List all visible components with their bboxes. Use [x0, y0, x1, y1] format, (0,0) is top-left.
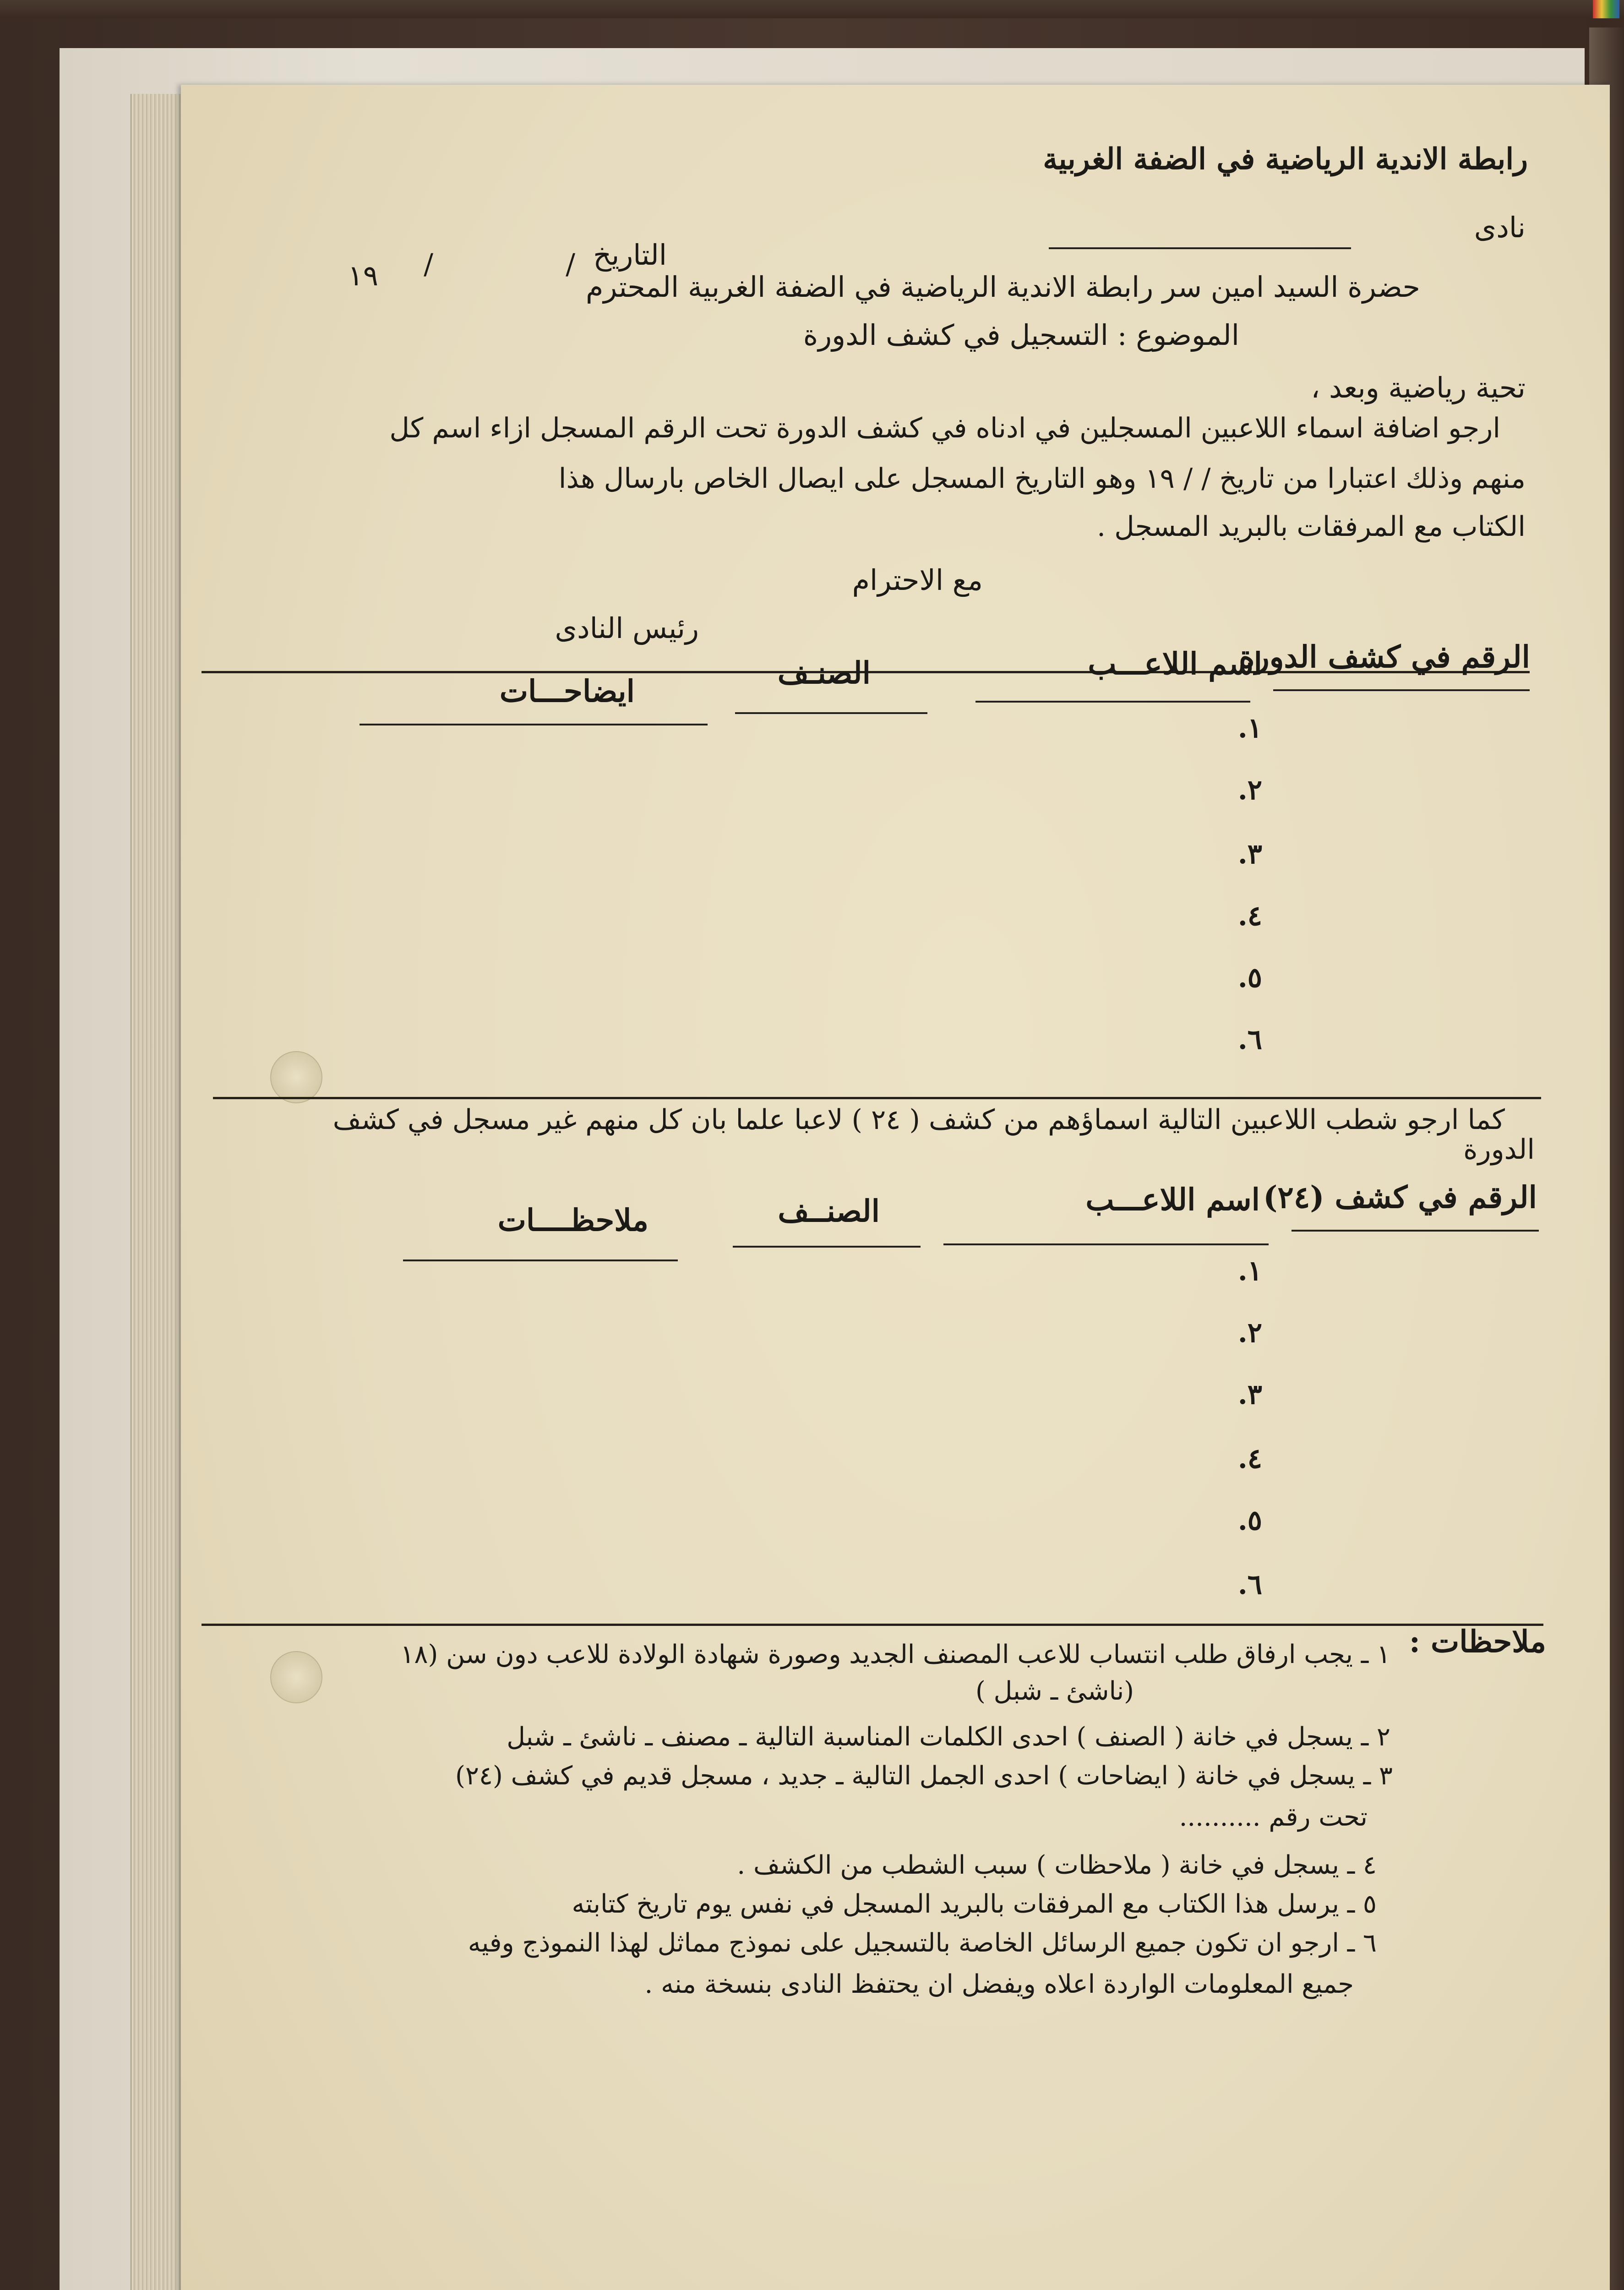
- punch-hole-top: [270, 1051, 322, 1103]
- section2-line-1: كما ارجو شطب اللاعبين التالية اسماؤهم من كشف ( ٢٤ ) لاعبا علما بان كل منهم غير مسجل في كشف: [332, 1104, 1505, 1136]
- note-1: ١ ـ يجب ارفاق طلب انتساب للاعب المصنف الجديد وصورة شهادة الولادة للاعب دون سن (١٨: [400, 1640, 1390, 1669]
- table2-row-3: ٣.: [1237, 1379, 1262, 1411]
- table2-underline-class: [733, 1246, 921, 1248]
- color-calibration-strip: [1593, 0, 1619, 18]
- table2-header-name: اسم اللاعـــب: [1085, 1182, 1260, 1217]
- body-line-2: منهم وذلك اعتبارا من تاريخ / / ١٩ وهو التاريخ المسجل على ايصال الخاص بارسال هذا: [558, 463, 1526, 495]
- subject: الموضوع : التسجيل في كشف الدورة: [803, 318, 1239, 352]
- table2-header-class: الصنــف: [778, 1193, 880, 1229]
- addressee: حضرة السيد امين سر رابطة الاندية الرياضية في الضفة الغربية المحترم: [585, 270, 1420, 304]
- table2-row-6: ٦.: [1237, 1569, 1262, 1601]
- greeting: تحية رياضية وبعد ،: [1311, 371, 1526, 404]
- note-6-cont: جميع المعلومات الواردة اعلاه ويفضل ان يحتفظ النادى بنسخة منه .: [644, 1969, 1354, 1999]
- note-1-cont: (ناشئ ـ شبل ): [975, 1676, 1134, 1706]
- table1-row-6: ٦.: [1237, 1024, 1262, 1056]
- note-2: ٢ ـ يسجل في خانة ( الصنف ) احدى الكلمات المناسبة التالية ـ مصنف ـ ناشئ ـ شبل: [507, 1722, 1390, 1752]
- note-5: ٥ ـ يرسل هذا الكتاب مع المرفقات بالبريد المسجل في نفس يوم تاريخ كتابته: [572, 1889, 1377, 1919]
- table1-row-1: ١.: [1237, 712, 1262, 744]
- body-line-3: الكتاب مع المرفقات بالبريد المسجل .: [1096, 511, 1526, 543]
- note-6: ٦ ـ ارجو ان تكون جميع الرسائل الخاصة بالتسجيل على نموذج مماثل لهذا النموذج وفيه: [468, 1928, 1377, 1958]
- punch-hole-bottom: [270, 1651, 322, 1703]
- table1-header-name: اسم اللاعـــب: [1088, 646, 1262, 682]
- closing: مع الاحترام: [852, 563, 983, 597]
- table1-row-3: ٣.: [1237, 838, 1262, 870]
- table1-underline-remarks: [360, 724, 708, 725]
- section2-line-2: الدورة: [1463, 1134, 1535, 1166]
- table2-row-5: ٥.: [1237, 1505, 1262, 1537]
- league-title: رابطة الاندية الرياضية في الضفة الغربية: [1043, 142, 1528, 176]
- table2-header-number: الرقم في كشف (٢٤): [1263, 1179, 1537, 1215]
- table2-underline-remarks: [403, 1260, 678, 1261]
- table1-underline-number: [1273, 689, 1530, 691]
- club-name-line: [1049, 247, 1351, 249]
- club-label: نادى: [1474, 211, 1526, 244]
- table1-underline-name: [975, 701, 1250, 703]
- table1-bottom-rule: [213, 1097, 1541, 1099]
- table1-row-4: ٤.: [1237, 900, 1262, 932]
- table2-row-2: ٢.: [1237, 1317, 1262, 1349]
- table1-row-5: ٥.: [1237, 962, 1262, 994]
- table2-row-4: ٤.: [1237, 1443, 1262, 1475]
- note-3-cont: تحت رقم ..........: [1179, 1802, 1368, 1832]
- table2-bottom-rule: [202, 1624, 1543, 1626]
- table2-header-remarks: ملاحظــــات: [497, 1202, 649, 1238]
- date-sep-1: /: [566, 247, 575, 281]
- table1-underline-class: [735, 712, 927, 714]
- date-year: ١٩: [348, 259, 378, 292]
- signature-label: رئيس النادى: [555, 611, 699, 645]
- notes-label: ملاحظات :: [1409, 1624, 1546, 1659]
- note-3: ٣ ـ يسجل في خانة ( ايضاحات ) احدى الجمل التالية ـ جديد ، مسجل قديم في كشف (٢٤): [455, 1761, 1393, 1791]
- table1-header-number: الرقم في كشف الدورة: [1239, 639, 1530, 675]
- table2-underline-name: [943, 1243, 1269, 1245]
- date-sep-2: /: [424, 247, 433, 281]
- table2-row-1: ١.: [1237, 1255, 1262, 1287]
- note-4: ٤ ـ يسجل في خانة ( ملاحظات ) سبب الشطب من الكشف .: [737, 1850, 1377, 1880]
- body-line-1: ارجو اضافة اسماء اللاعبين المسجلين في ادناه في كشف الدورة تحت الرقم المسجل ازاء اسم كل: [389, 412, 1500, 444]
- table2-underline-number: [1292, 1230, 1539, 1232]
- table1-header-class: الصنـف: [777, 655, 871, 691]
- table1-row-2: ٢.: [1237, 774, 1262, 806]
- date-label: التاريخ: [593, 238, 667, 272]
- cover-top-edge: [0, 0, 1624, 18]
- table1-header-remarks: ايضاحـــات: [499, 673, 635, 709]
